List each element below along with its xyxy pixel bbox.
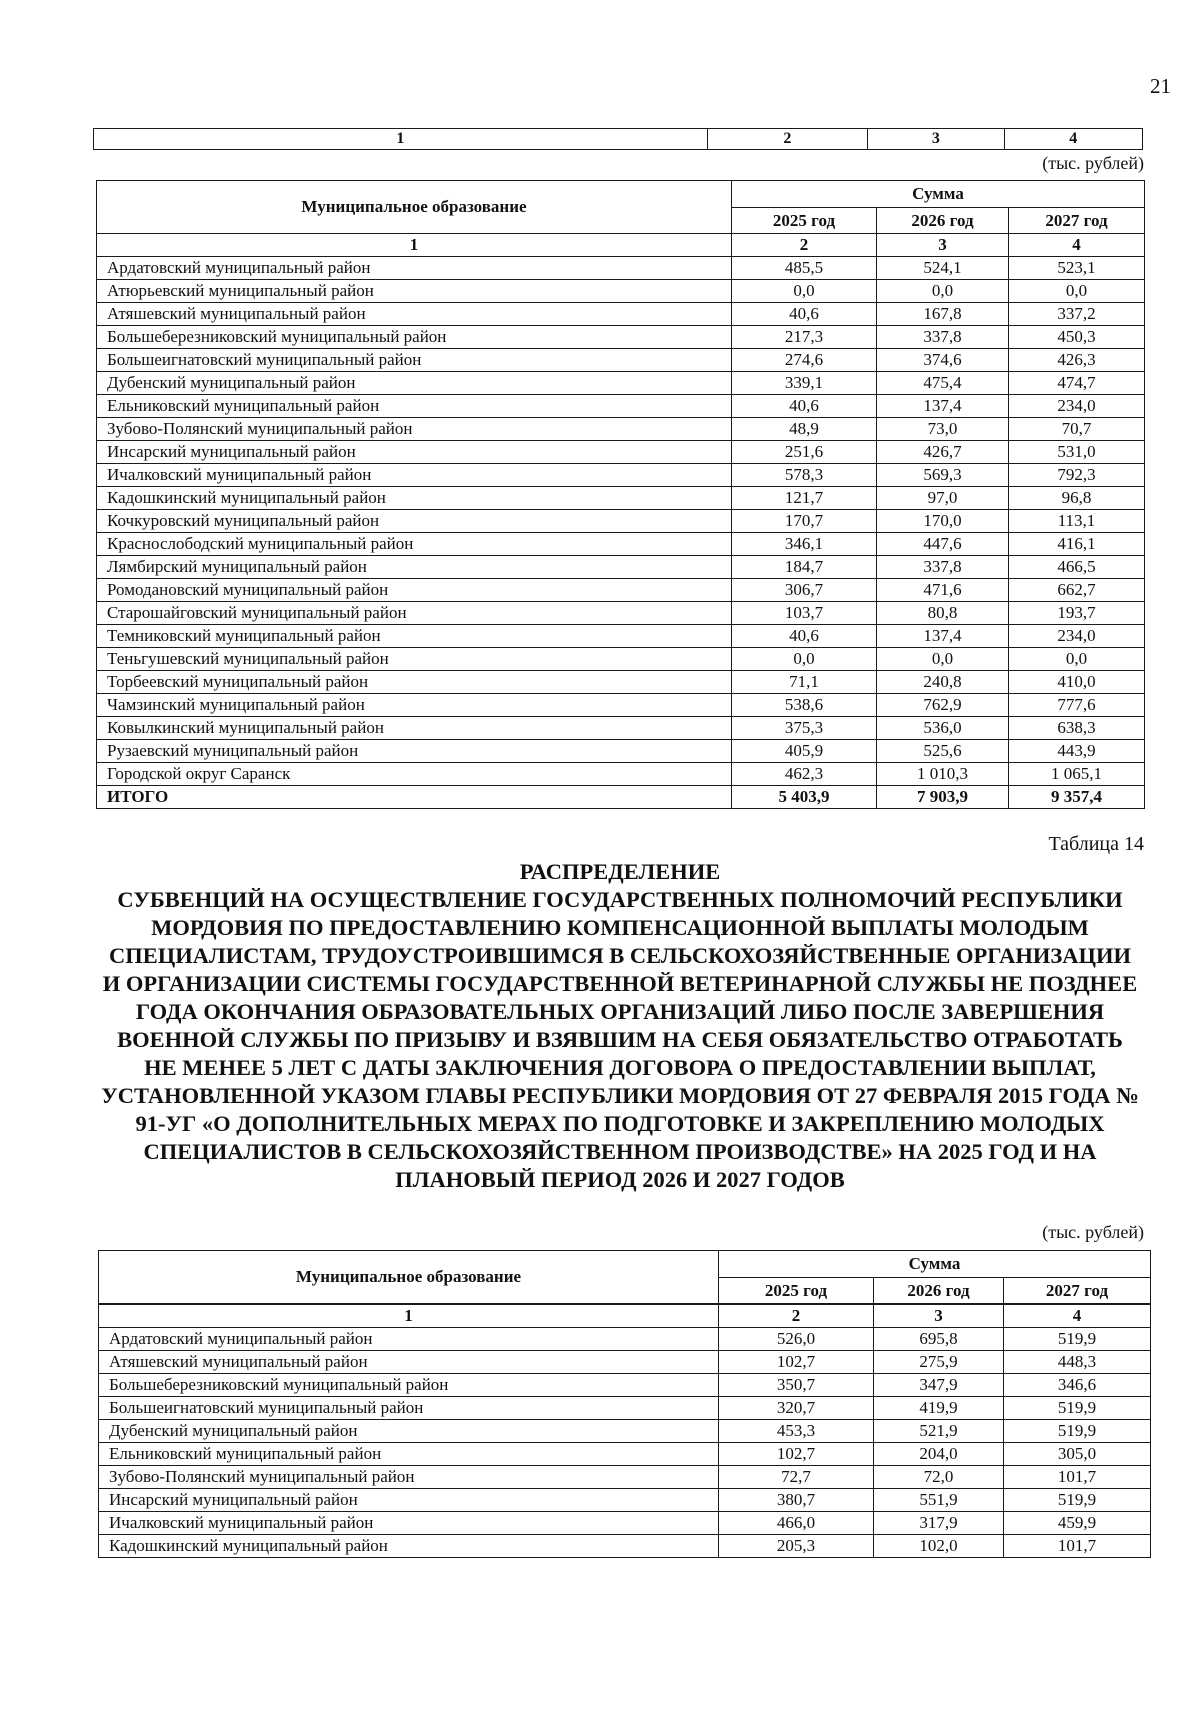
municipality-name: Ельниковский муниципальный район: [97, 395, 732, 418]
value-cell: 48,9: [732, 418, 877, 441]
table-row: [97, 533, 1145, 556]
value-cell: 447,6: [877, 533, 1009, 556]
municipality-name: Большеберезниковский муниципальный район: [99, 1374, 719, 1397]
numbering-cell: 1: [94, 129, 708, 150]
value-cell: 305,0: [1004, 1443, 1151, 1466]
municipality-name: Старошайговский муниципальный район: [97, 602, 732, 625]
municipality-name: Зубово-Полянский муниципальный район: [97, 418, 732, 441]
index-cell: 2: [719, 1305, 874, 1328]
municipality-name: Кадошкинский муниципальный район: [97, 487, 732, 510]
table-row: [99, 1374, 1151, 1397]
value-cell: 101,7: [1004, 1466, 1151, 1489]
value-cell: 339,1: [732, 372, 877, 395]
value-cell: 184,7: [732, 556, 877, 579]
value-cell: 71,1: [732, 671, 877, 694]
value-cell: 485,5: [732, 257, 877, 280]
value-cell: 103,7: [732, 602, 877, 625]
table-row: [97, 464, 1145, 487]
value-cell: 443,9: [1009, 740, 1145, 763]
header-year: 2025 год: [719, 1278, 874, 1304]
value-cell: 0,0: [1009, 280, 1145, 303]
municipality-name: Ромодановский муниципальный район: [97, 579, 732, 602]
value-cell: 466,5: [1009, 556, 1145, 579]
value-cell: 72,0: [874, 1466, 1004, 1489]
index-cell: 3: [874, 1305, 1004, 1328]
value-cell: 70,7: [1009, 418, 1145, 441]
municipality-name: Атяшевский муниципальный район: [97, 303, 732, 326]
value-cell: 346,1: [732, 533, 877, 556]
value-cell: 121,7: [732, 487, 877, 510]
header-sum: Сумма: [732, 181, 1145, 208]
value-cell: 0,0: [877, 280, 1009, 303]
index-row: [99, 1305, 1151, 1328]
value-cell: 167,8: [877, 303, 1009, 326]
value-cell: 102,7: [719, 1351, 874, 1374]
value-cell: 240,8: [877, 671, 1009, 694]
value-cell: 538,6: [732, 694, 877, 717]
title-body: СУБВЕНЦИЙ НА ОСУЩЕСТВЛЕНИЕ ГОСУДАРСТВЕННЫХ ПОЛНОМОЧИЙ РЕСПУБЛИКИ МОРДОВИЯ ПО ПРЕДОСТАВЛЕНИЮ КОМПЕНСАЦИОННОЙ ВЫПЛАТЫ МОЛОДЫМ СПЕЦИАЛИСТАМ, ТРУДОУСТРОИВШИМСЯ В СЕЛЬСКОХОЗЯЙСТВЕННЫЕ ОРГАНИЗАЦИИ И ОРГАНИЗАЦИИ СИСТЕМЫ ГОСУДАРСТВЕННОЙ ВЕТЕРИНАРНОЙ СЛУЖБЫ НЕ ПОЗДНЕЕ ГОДА ОКОНЧАНИЯ ОБРАЗОВАТЕЛЬНЫХ ОРГАНИЗАЦИЙ ЛИБО ПОСЛЕ ЗАВЕРШЕНИЯ ВОЕННОЙ СЛУЖБЫ ПО ПРИЗЫВУ И ВЗЯВШИМ НА СЕБЯ ОБЯЗАТЕЛЬСТВО ОТРАБОТАТЬ НЕ МЕНЕЕ 5 ЛЕТ С ДАТЫ ЗАКЛЮЧЕНИЯ ДОГОВОРА О ПРЕДОСТАВЛЕНИИ ВЫПЛАТ, УСТАНОВЛЕННОЙ УКАЗОМ ГЛАВЫ РЕСПУБЛИКИ МОРДОВИЯ ОТ 27 ФЕВРАЛЯ 2015 ГОДА № 91-УГ «О ДОПОЛНИТЕЛЬНЫХ МЕРАХ ПО ПОДГОТОВКЕ И ЗАКРЕПЛЕНИЮ МОЛОДЫХ СПЕЦИАЛИСТОВ В СЕЛЬСКОХОЗЯЙСТВЕННОМ ПРОИЗВОДСТВЕ» НА 2025 ГОД И НА ПЛАНОВЫЙ ПЕРИОД 2026 И 2027 ГОДОВ: [101, 887, 1139, 1192]
value-cell: 72,7: [719, 1466, 874, 1489]
table-row: [97, 717, 1145, 740]
value-cell: 380,7: [719, 1489, 874, 1512]
table-row: [99, 1512, 1151, 1535]
value-cell: 317,9: [874, 1512, 1004, 1535]
value-cell: 578,3: [732, 464, 877, 487]
table-row: [99, 1328, 1151, 1351]
value-cell: 374,6: [877, 349, 1009, 372]
value-cell: 777,6: [1009, 694, 1145, 717]
value-cell: 426,3: [1009, 349, 1145, 372]
value-cell: 638,3: [1009, 717, 1145, 740]
municipality-name: Городской округ Саранск: [97, 763, 732, 786]
index-cell: 4: [1004, 1305, 1151, 1328]
municipality-name: Ардатовский муниципальный район: [97, 257, 732, 280]
table-row: [99, 1535, 1151, 1558]
value-cell: 426,7: [877, 441, 1009, 464]
value-cell: 462,3: [732, 763, 877, 786]
table-row: [99, 1489, 1151, 1512]
column-numbering-row: [93, 128, 1143, 150]
total-value: 9 357,4: [1009, 786, 1145, 809]
municipality-name: Большеигнатовский муниципальный район: [99, 1397, 719, 1420]
value-cell: 347,9: [874, 1374, 1004, 1397]
value-cell: 519,9: [1004, 1489, 1151, 1512]
table-row: [99, 1397, 1151, 1420]
table-row: [97, 487, 1145, 510]
municipality-name: Чамзинский муниципальный район: [97, 694, 732, 717]
value-cell: 1 065,1: [1009, 763, 1145, 786]
value-cell: 137,4: [877, 625, 1009, 648]
value-cell: 137,4: [877, 395, 1009, 418]
document-title: [100, 858, 1140, 1194]
continuation-table: [96, 233, 1145, 809]
table-row: [97, 763, 1145, 786]
value-cell: 519,9: [1004, 1397, 1151, 1420]
value-cell: 234,0: [1009, 395, 1145, 418]
header-municipality: Муниципальное образование: [97, 181, 732, 234]
table-row: [97, 441, 1145, 464]
value-cell: 217,3: [732, 326, 877, 349]
table-row: [97, 648, 1145, 671]
value-cell: 275,9: [874, 1351, 1004, 1374]
value-cell: 459,9: [1004, 1512, 1151, 1535]
value-cell: 40,6: [732, 395, 877, 418]
value-cell: 474,7: [1009, 372, 1145, 395]
value-cell: 0,0: [1009, 648, 1145, 671]
index-cell: 1: [99, 1305, 719, 1328]
units-label: (тыс. рублей): [1042, 153, 1144, 173]
header-year: 2026 год: [877, 208, 1009, 234]
header-municipality: Муниципальное образование: [99, 1251, 719, 1304]
value-cell: 416,1: [1009, 533, 1145, 556]
table-row: [97, 602, 1145, 625]
value-cell: 551,9: [874, 1489, 1004, 1512]
value-cell: 337,8: [877, 326, 1009, 349]
total-value: 7 903,9: [877, 786, 1009, 809]
units-label: (тыс. рублей): [1042, 1222, 1144, 1242]
municipality-name: Инсарский муниципальный район: [99, 1489, 719, 1512]
value-cell: 792,3: [1009, 464, 1145, 487]
table-row: [97, 740, 1145, 763]
value-cell: 662,7: [1009, 579, 1145, 602]
table-row: [97, 625, 1145, 648]
header-year: 2027 год: [1009, 208, 1145, 234]
table-row: [97, 418, 1145, 441]
value-cell: 525,6: [877, 740, 1009, 763]
table-row: [99, 1351, 1151, 1374]
municipality-name: Ичалковский муниципальный район: [99, 1512, 719, 1535]
value-cell: 73,0: [877, 418, 1009, 441]
municipality-name: Ичалковский муниципальный район: [97, 464, 732, 487]
value-cell: 96,8: [1009, 487, 1145, 510]
value-cell: 337,2: [1009, 303, 1145, 326]
table-row: [97, 303, 1145, 326]
value-cell: 762,9: [877, 694, 1009, 717]
value-cell: 274,6: [732, 349, 877, 372]
value-cell: 306,7: [732, 579, 877, 602]
value-cell: 102,7: [719, 1443, 874, 1466]
value-cell: 113,1: [1009, 510, 1145, 533]
municipality-name: Ковылкинский муниципальный район: [97, 717, 732, 740]
municipality-name: Кочкуровский муниципальный район: [97, 510, 732, 533]
table-row: [97, 257, 1145, 280]
table-row: [97, 579, 1145, 602]
municipality-name: Ардатовский муниципальный район: [99, 1328, 719, 1351]
value-cell: 405,9: [732, 740, 877, 763]
municipality-name: Инсарский муниципальный район: [97, 441, 732, 464]
value-cell: 0,0: [732, 648, 877, 671]
numbering-cell: 2: [707, 129, 867, 150]
value-cell: 523,1: [1009, 257, 1145, 280]
index-row: [97, 234, 1145, 257]
value-cell: 0,0: [877, 648, 1009, 671]
value-cell: 170,7: [732, 510, 877, 533]
value-cell: 204,0: [874, 1443, 1004, 1466]
table-row: [97, 556, 1145, 579]
value-cell: 80,8: [877, 602, 1009, 625]
value-cell: 519,9: [1004, 1328, 1151, 1351]
value-cell: 453,3: [719, 1420, 874, 1443]
table-header: [96, 180, 1145, 234]
municipality-name: Лямбирский муниципальный район: [97, 556, 732, 579]
value-cell: 350,7: [719, 1374, 874, 1397]
value-cell: 526,0: [719, 1328, 874, 1351]
value-cell: 524,1: [877, 257, 1009, 280]
title-head: РАСПРЕДЕЛЕНИЕ: [519, 859, 721, 884]
total-row: [97, 786, 1145, 809]
header-sum: Сумма: [719, 1251, 1151, 1278]
value-cell: 320,7: [719, 1397, 874, 1420]
table-row: [97, 395, 1145, 418]
municipality-name: Теньгушевский муниципальный район: [97, 648, 732, 671]
municipality-name: Зубово-Полянский муниципальный район: [99, 1466, 719, 1489]
municipality-name: Краснослободский муниципальный район: [97, 533, 732, 556]
value-cell: 450,3: [1009, 326, 1145, 349]
value-cell: 536,0: [877, 717, 1009, 740]
value-cell: 205,3: [719, 1535, 874, 1558]
value-cell: 419,9: [874, 1397, 1004, 1420]
value-cell: 519,9: [1004, 1420, 1151, 1443]
municipality-name: Торбеевский муниципальный район: [97, 671, 732, 694]
table-row: [97, 671, 1145, 694]
municipality-name: Атяшевский муниципальный район: [99, 1351, 719, 1374]
table-row: [97, 326, 1145, 349]
index-cell: 4: [1009, 234, 1145, 257]
value-cell: 193,7: [1009, 602, 1145, 625]
table-row: [99, 1443, 1151, 1466]
index-cell: 1: [97, 234, 732, 257]
value-cell: 471,6: [877, 579, 1009, 602]
value-cell: 170,0: [877, 510, 1009, 533]
municipality-name: Дубенский муниципальный район: [99, 1420, 719, 1443]
municipality-name: Темниковский муниципальный район: [97, 625, 732, 648]
total-value: 5 403,9: [732, 786, 877, 809]
table-row: [97, 280, 1145, 303]
value-cell: 251,6: [732, 441, 877, 464]
value-cell: 101,7: [1004, 1535, 1151, 1558]
value-cell: 97,0: [877, 487, 1009, 510]
value-cell: 0,0: [732, 280, 877, 303]
value-cell: 1 010,3: [877, 763, 1009, 786]
value-cell: 475,4: [877, 372, 1009, 395]
value-cell: 40,6: [732, 303, 877, 326]
table14: [98, 1304, 1151, 1558]
municipality-name: Кадошкинский муниципальный район: [99, 1535, 719, 1558]
table-row: [97, 694, 1145, 717]
municipality-name: Дубенский муниципальный район: [97, 372, 732, 395]
table-header: [98, 1250, 1151, 1304]
header-year: 2025 год: [732, 208, 877, 234]
value-cell: 40,6: [732, 625, 877, 648]
table-row: [97, 349, 1145, 372]
header-year: 2027 год: [1004, 1278, 1151, 1304]
table-row: [97, 372, 1145, 395]
value-cell: 569,3: [877, 464, 1009, 487]
header-year: 2026 год: [874, 1278, 1004, 1304]
value-cell: 695,8: [874, 1328, 1004, 1351]
value-cell: 410,0: [1009, 671, 1145, 694]
numbering-cell: 4: [1004, 129, 1143, 150]
table-row: [99, 1466, 1151, 1489]
municipality-name: Большеигнатовский муниципальный район: [97, 349, 732, 372]
value-cell: 346,6: [1004, 1374, 1151, 1397]
index-cell: 3: [877, 234, 1009, 257]
page-number: 21: [1150, 74, 1171, 98]
table-label: Таблица 14: [1048, 833, 1144, 855]
index-cell: 2: [732, 234, 877, 257]
value-cell: 531,0: [1009, 441, 1145, 464]
municipality-name: Большеберезниковский муниципальный район: [97, 326, 732, 349]
value-cell: 448,3: [1004, 1351, 1151, 1374]
value-cell: 337,8: [877, 556, 1009, 579]
value-cell: 102,0: [874, 1535, 1004, 1558]
municipality-name: Ельниковский муниципальный район: [99, 1443, 719, 1466]
numbering-cell: 3: [868, 129, 1004, 150]
value-cell: 521,9: [874, 1420, 1004, 1443]
value-cell: 375,3: [732, 717, 877, 740]
table-row: [97, 510, 1145, 533]
municipality-name: Атюрьевский муниципальный район: [97, 280, 732, 303]
municipality-name: Рузаевский муниципальный район: [97, 740, 732, 763]
table-row: [99, 1420, 1151, 1443]
value-cell: 466,0: [719, 1512, 874, 1535]
value-cell: 234,0: [1009, 625, 1145, 648]
total-label: ИТОГО: [97, 786, 732, 809]
